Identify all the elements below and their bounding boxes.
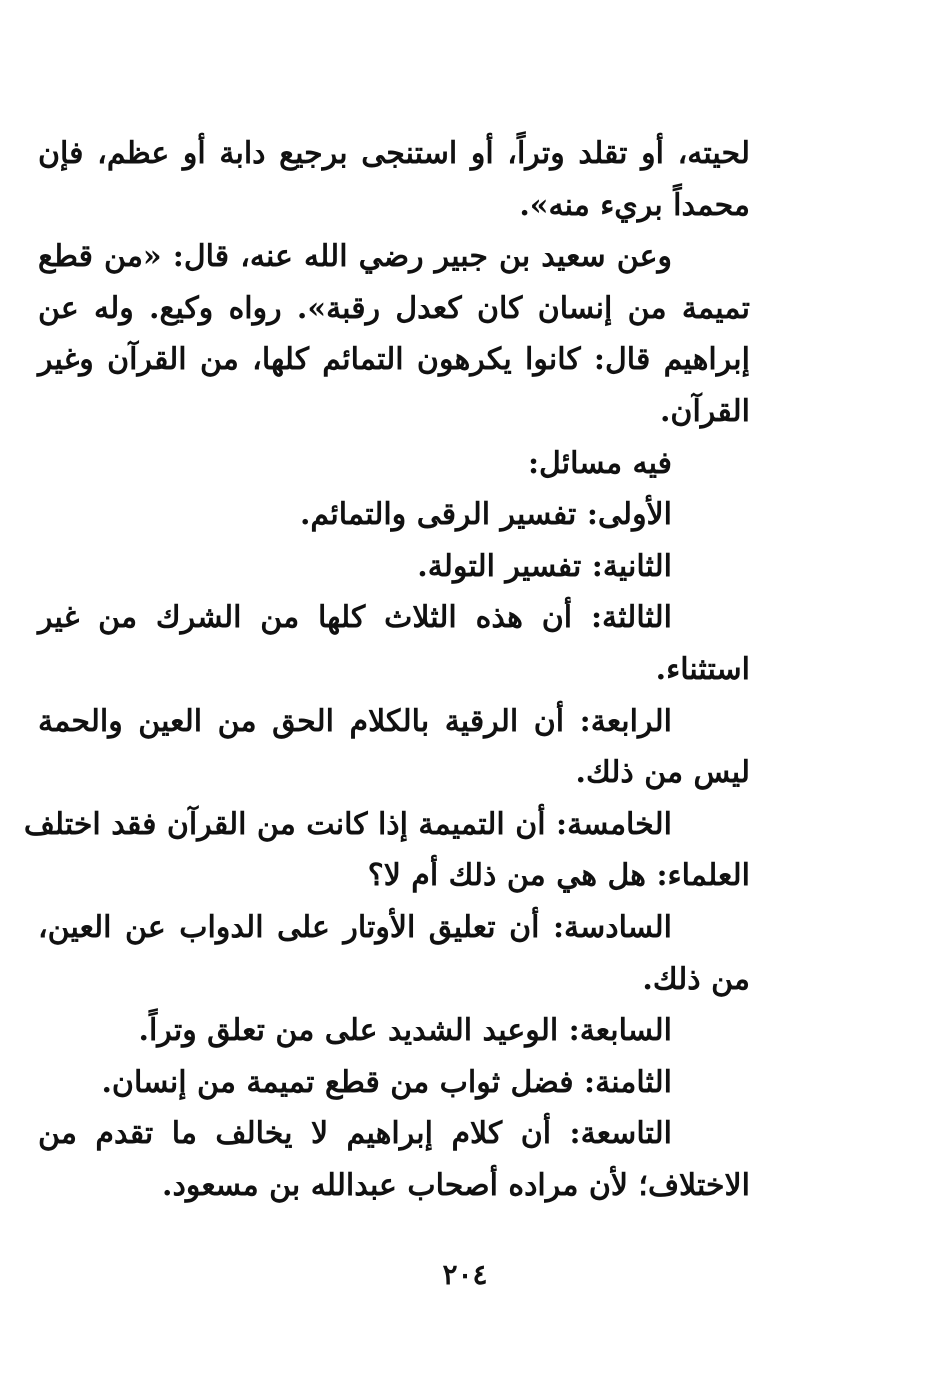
issue-item: الثالثة: أن هذه الثلاث كلها من الشرك من غير	[38, 600, 672, 636]
issue-item: التاسعة: أن كلام إبراهيم لا يخالف ما تقدم من	[38, 1116, 672, 1152]
issue-item: الثانية: تفسير التولة.	[417, 548, 672, 584]
issue-item: الثامنة: فضل ثواب من قطع تميمة من إنسان.	[101, 1064, 672, 1100]
issue-item: الرابعة: أن الرقية بالكلام الحق من العين والحمة	[38, 703, 672, 739]
text-line: تميمة من إنسان كان كعدل رقبة». رواه وكيع. وله عن	[38, 290, 750, 326]
issue-item-continuation: الاختلاف؛ لأن مراده أصحاب عبدالله بن مسعود.	[162, 1167, 750, 1203]
issue-item: الأولى: تفسير الرقى والتمائم.	[299, 497, 672, 533]
text-line: القرآن.	[659, 393, 750, 429]
text-line: إبراهيم قال: كانوا يكرهون التمائم كلها، من القرآن وغير	[38, 342, 750, 378]
text-line: وعن سعيد بن جبير رضي الله عنه، قال: «من قطع	[38, 239, 672, 275]
page-body	[23, 128, 750, 1211]
issues-heading: فيه مسائل:	[527, 445, 672, 481]
issue-item-continuation: استثناء.	[655, 651, 750, 687]
page-number: ٢٠٤	[442, 1258, 488, 1291]
issue-item: الخامسة: أن التميمة إذا كانت من القرآن فقد اختلف	[23, 806, 672, 842]
issue-item: السادسة: أن تعليق الأوتار على الدواب عن العين،	[38, 909, 672, 945]
text-line: محمداً بريء منه».	[519, 187, 750, 223]
issue-item-continuation: العلماء: هل هي من ذلك أم لا؟	[367, 858, 750, 894]
issue-item: السابعة: الوعيد الشديد على من تعلق وتراً.	[138, 1013, 672, 1049]
text-line: لحيته، أو تقلد وتراً، أو استنجى برجيع دابة أو عظم، فإن	[38, 136, 750, 171]
issue-item-continuation: من ذلك.	[642, 961, 750, 997]
issue-item-continuation: ليس من ذلك.	[575, 755, 750, 791]
